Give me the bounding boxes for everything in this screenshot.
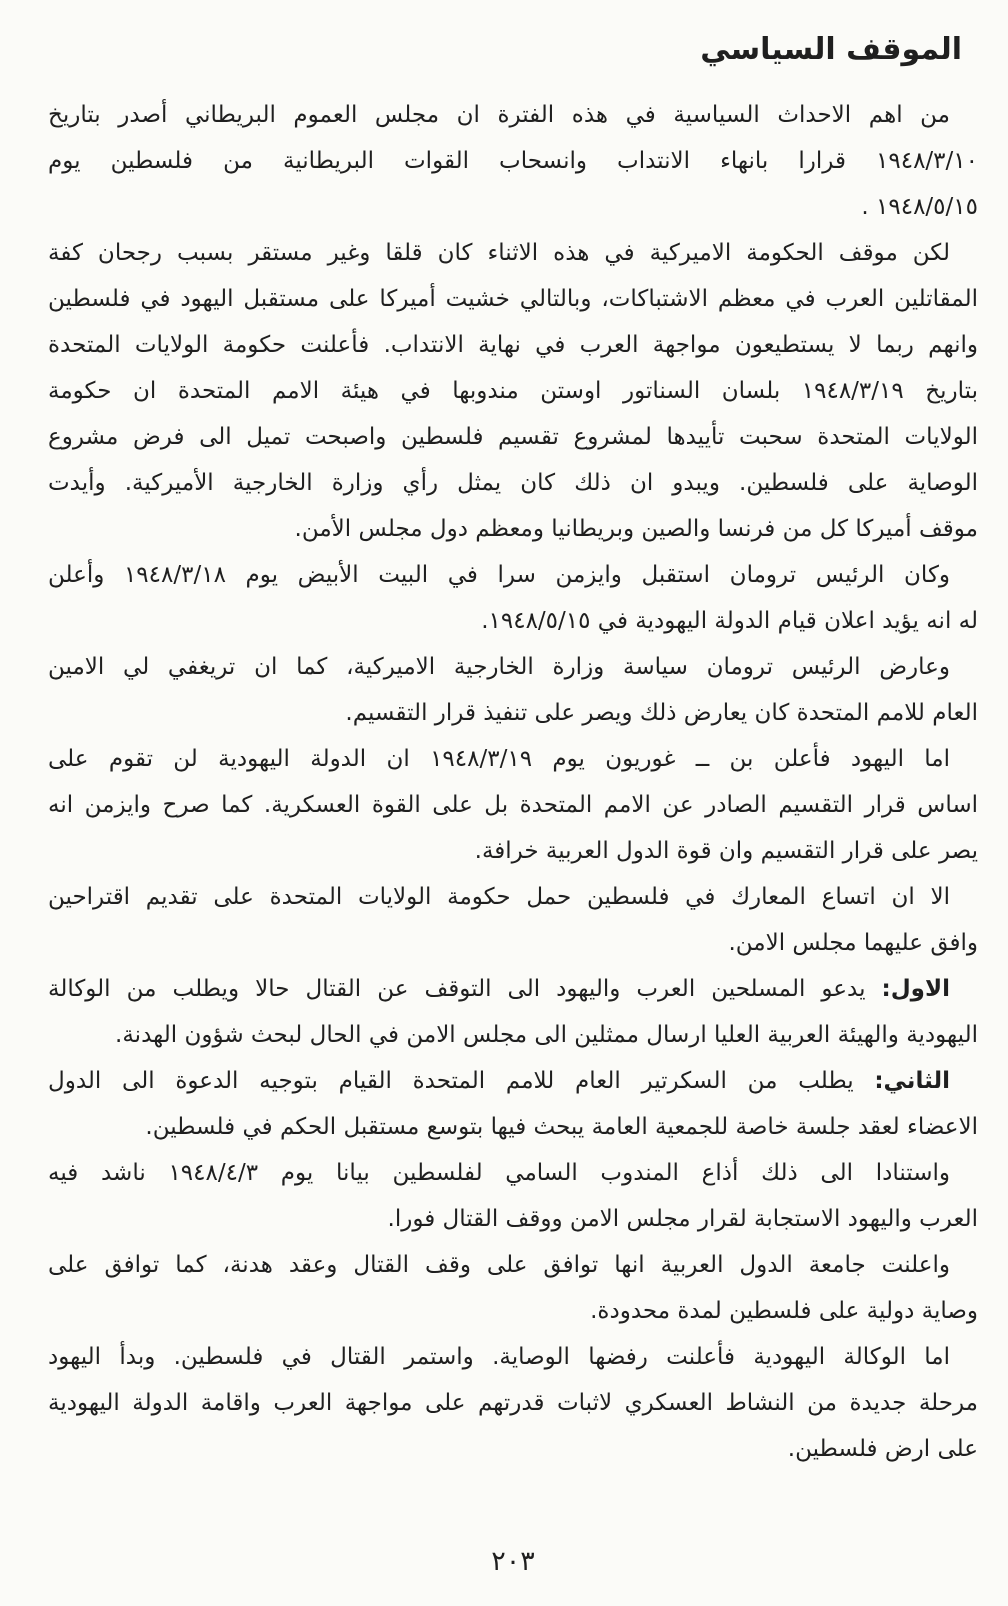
text-line: وكان الرئيس ترومان استقبل وايزمن سرا في البيت الأبيض يوم ١٩٤٨/٣/١٨ وأعلن [48, 562, 950, 588]
text-line: وعارض الرئيس ترومان سياسة وزارة الخارجية الاميركية، كما ان تريغفي لي الامين [48, 654, 950, 680]
text-line: اما اليهود فأعلن بن ــ غوريون يوم ١٩٤٨/٣/١٩ ان الدولة اليهودية لن تقوم على [48, 746, 950, 772]
text-line: واعلنت جامعة الدول العربية انها توافق على وقف القتال وعقد هدنة، كما توافق على [48, 1252, 950, 1278]
text-line: الثاني: يطلب من السكرتير العام للامم المتحدة القيام بتوجيه الدعوة الى الدول [48, 1068, 950, 1094]
text-line: من اهم الاحداث السياسية في هذه الفترة ان مجلس العموم البريطاني أصدر بتاريخ [48, 102, 950, 128]
text-line: وافق عليهما مجلس الامن. [728, 930, 978, 956]
paragraph [48, 92, 978, 230]
paragraph [48, 736, 978, 874]
book-page [48, 0, 978, 1606]
text-line: الا ان اتساع المعارك في فلسطين حمل حكومة الولايات المتحدة على تقديم اقتراحين [48, 884, 950, 910]
text-line: الاول: يدعو المسلحين العرب واليهود الى التوقف عن القتال حالا ويطلب من الوكالة [48, 976, 950, 1002]
paragraph [48, 874, 978, 966]
paragraph [48, 1242, 978, 1334]
paragraph [48, 230, 978, 552]
text-line: اساس قرار التقسيم الصادر عن الامم المتحدة بل على القوة العسكرية. كما صرح وايزمن انه [48, 792, 978, 818]
text-line: العام للامم المتحدة كان يعارض ذلك ويصر على تنفيذ قرار التقسيم. [345, 700, 978, 726]
paragraph [48, 1058, 978, 1150]
text-line: لكن موقف الحكومة الاميركية في هذه الاثناء كان قلقا وغير مستقر بسبب رجحان كفة [48, 240, 950, 266]
text-body [48, 92, 978, 1472]
paragraph [48, 1150, 978, 1242]
text-line: العرب واليهود الاستجابة لقرار مجلس الامن ووقف القتال فورا. [387, 1206, 978, 1232]
text-line: موقف أميركا كل من فرنسا والصين وبريطانيا ومعظم دول مجلس الأمن. [294, 516, 978, 542]
text-line: الاعضاء لعقد جلسة خاصة للجمعية العامة يبحث فيها بتوسع مستقبل الحكم في فلسطين. [145, 1114, 978, 1140]
text-line: وانهم ربما لا يستطيعون مواجهة العرب في نهاية الانتداب. فأعلنت حكومة الولايات المتحدة [48, 332, 978, 358]
text-line: مرحلة جديدة من النشاط العسكري لاثبات قدرتهم على مواجهة العرب واقامة الدولة اليهودية [48, 1390, 978, 1416]
text-line: يصر على قرار التقسيم وان قوة الدول العربية خرافة. [474, 838, 978, 864]
text-line: له انه يؤيد اعلان قيام الدولة اليهودية في ١٩٤٨/٥/١٥. [481, 608, 978, 634]
paragraph-lead: الثاني: [874, 1068, 950, 1094]
paragraph [48, 552, 978, 644]
text-line: المقاتلين العرب في معظم الاشتباكات، وبالتالي خشيت أميركا على مستقبل اليهود في فلسطين [48, 286, 978, 312]
text-line: وصاية دولية على فلسطين لمدة محدودة. [590, 1298, 978, 1324]
paragraph-lead: الاول: [881, 976, 950, 1002]
paragraph [48, 1334, 978, 1472]
page-number: ٢٠٣ [491, 1546, 535, 1577]
paragraph [48, 644, 978, 736]
text-line: بتاريخ ١٩٤٨/٣/١٩ بلسان السناتور اوستن مندوبها في هيئة الامم المتحدة ان حكومة [48, 378, 978, 404]
page-title: الموقف السياسي [700, 32, 962, 67]
text-line: اليهودية والهيئة العربية العليا ارسال ممثلين الى مجلس الامن في الحال لبحث شؤون الهدنة. [115, 1022, 978, 1048]
text-line: على ارض فلسطين. [787, 1436, 978, 1462]
paragraph [48, 966, 978, 1058]
text-line: ١٩٤٨/٥/١٥ . [861, 194, 978, 220]
text-line: الوصاية على فلسطين. ويبدو ان ذلك كان يمثل رأي وزارة الخارجية الأميركية. وأيدت [48, 470, 978, 496]
text-line: اما الوكالة اليهودية فأعلنت رفضها الوصاية. واستمر القتال في فلسطين. وبدأ اليهود [48, 1344, 950, 1370]
text-line: ١٩٤٨/٣/١٠ قرارا بانهاء الانتداب وانسحاب القوات البريطانية من فلسطين يوم [48, 148, 978, 174]
text-line: واستنادا الى ذلك أذاع المندوب السامي لفلسطين بيانا يوم ١٩٤٨/٤/٣ ناشد فيه [48, 1160, 950, 1186]
text-line: الولايات المتحدة سحبت تأييدها لمشروع تقسيم فلسطين واصبحت تميل الى فرض مشروع [48, 424, 978, 450]
